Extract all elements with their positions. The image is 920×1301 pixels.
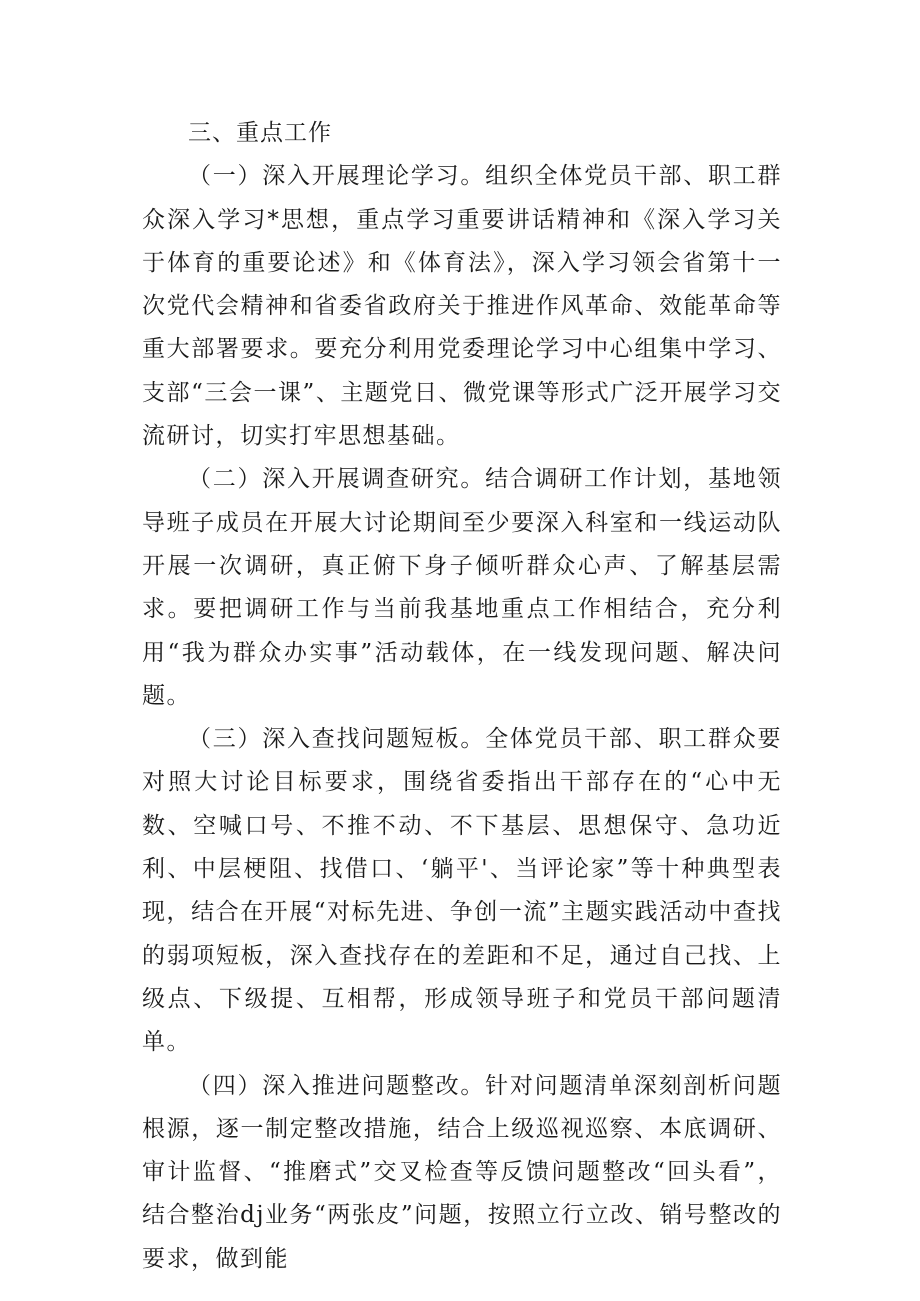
paragraph-rectification: （四）深入推进问题整改。针对问题清单深刻剖析问题根源，逐一制定整改措施，结合上级巡视巡察、本底调研、审计监督、“推磨式”交叉检查等反馈问题整改“回头看”，结合整治dj业务“两张皮”问题，按照立行立改、销号整改的要求，做到能 bbox=[142, 1072, 782, 1272]
paragraph-find-shortcomings: （三）深入查找问题短板。全体党员干部、职工群众要对照大讨论目标要求，围绕省委指出干部存在的“心中无数、空喊口号、不推不动、不下基层、思想保守、急功近利、中层梗阻、找借口、‘躺平'、当评论家”等十种典型表现，结合在开展“对标先进、争创一流”主题实践活动中查找的弱项短板，深入查找存在的差距和不足，通过自己找、上级点、下级提、互相帮，形成领导班子和党员干部问题清单。 bbox=[142, 726, 782, 1056]
paragraph-theory-study: （一）深入开展理论学习。组织全体党员干部、职工群众深入学习*思想，重点学习重要讲话精神和《深入学习关于体育的重要论述》和《体育法》，深入学习领会省第十一次党代会精神和省委省政府关于推进作风革命、效能革命等重大部署要求。要充分利用党委理论学习中心组集中学习、支部“三会一课”、主题党日、微党课等形式广泛开展学习交流研讨，切实打牢思想基础。 bbox=[142, 163, 782, 450]
document-page bbox=[142, 112, 782, 1281]
paragraph-investigation-research: （二）深入开展调查研究。结合调研工作计划，基地领导班子成员在开展大讨论期间至少要深入科室和一线运动队开展一次调研，真正俯下身子倾听群众心声、了解基层需求。要把调研工作与当前我基地重点工作相结合，充分利用“我为群众办实事”活动载体，在一线发现问题、解决问题。 bbox=[142, 466, 782, 709]
section-heading: 三、重点工作 bbox=[188, 120, 332, 146]
